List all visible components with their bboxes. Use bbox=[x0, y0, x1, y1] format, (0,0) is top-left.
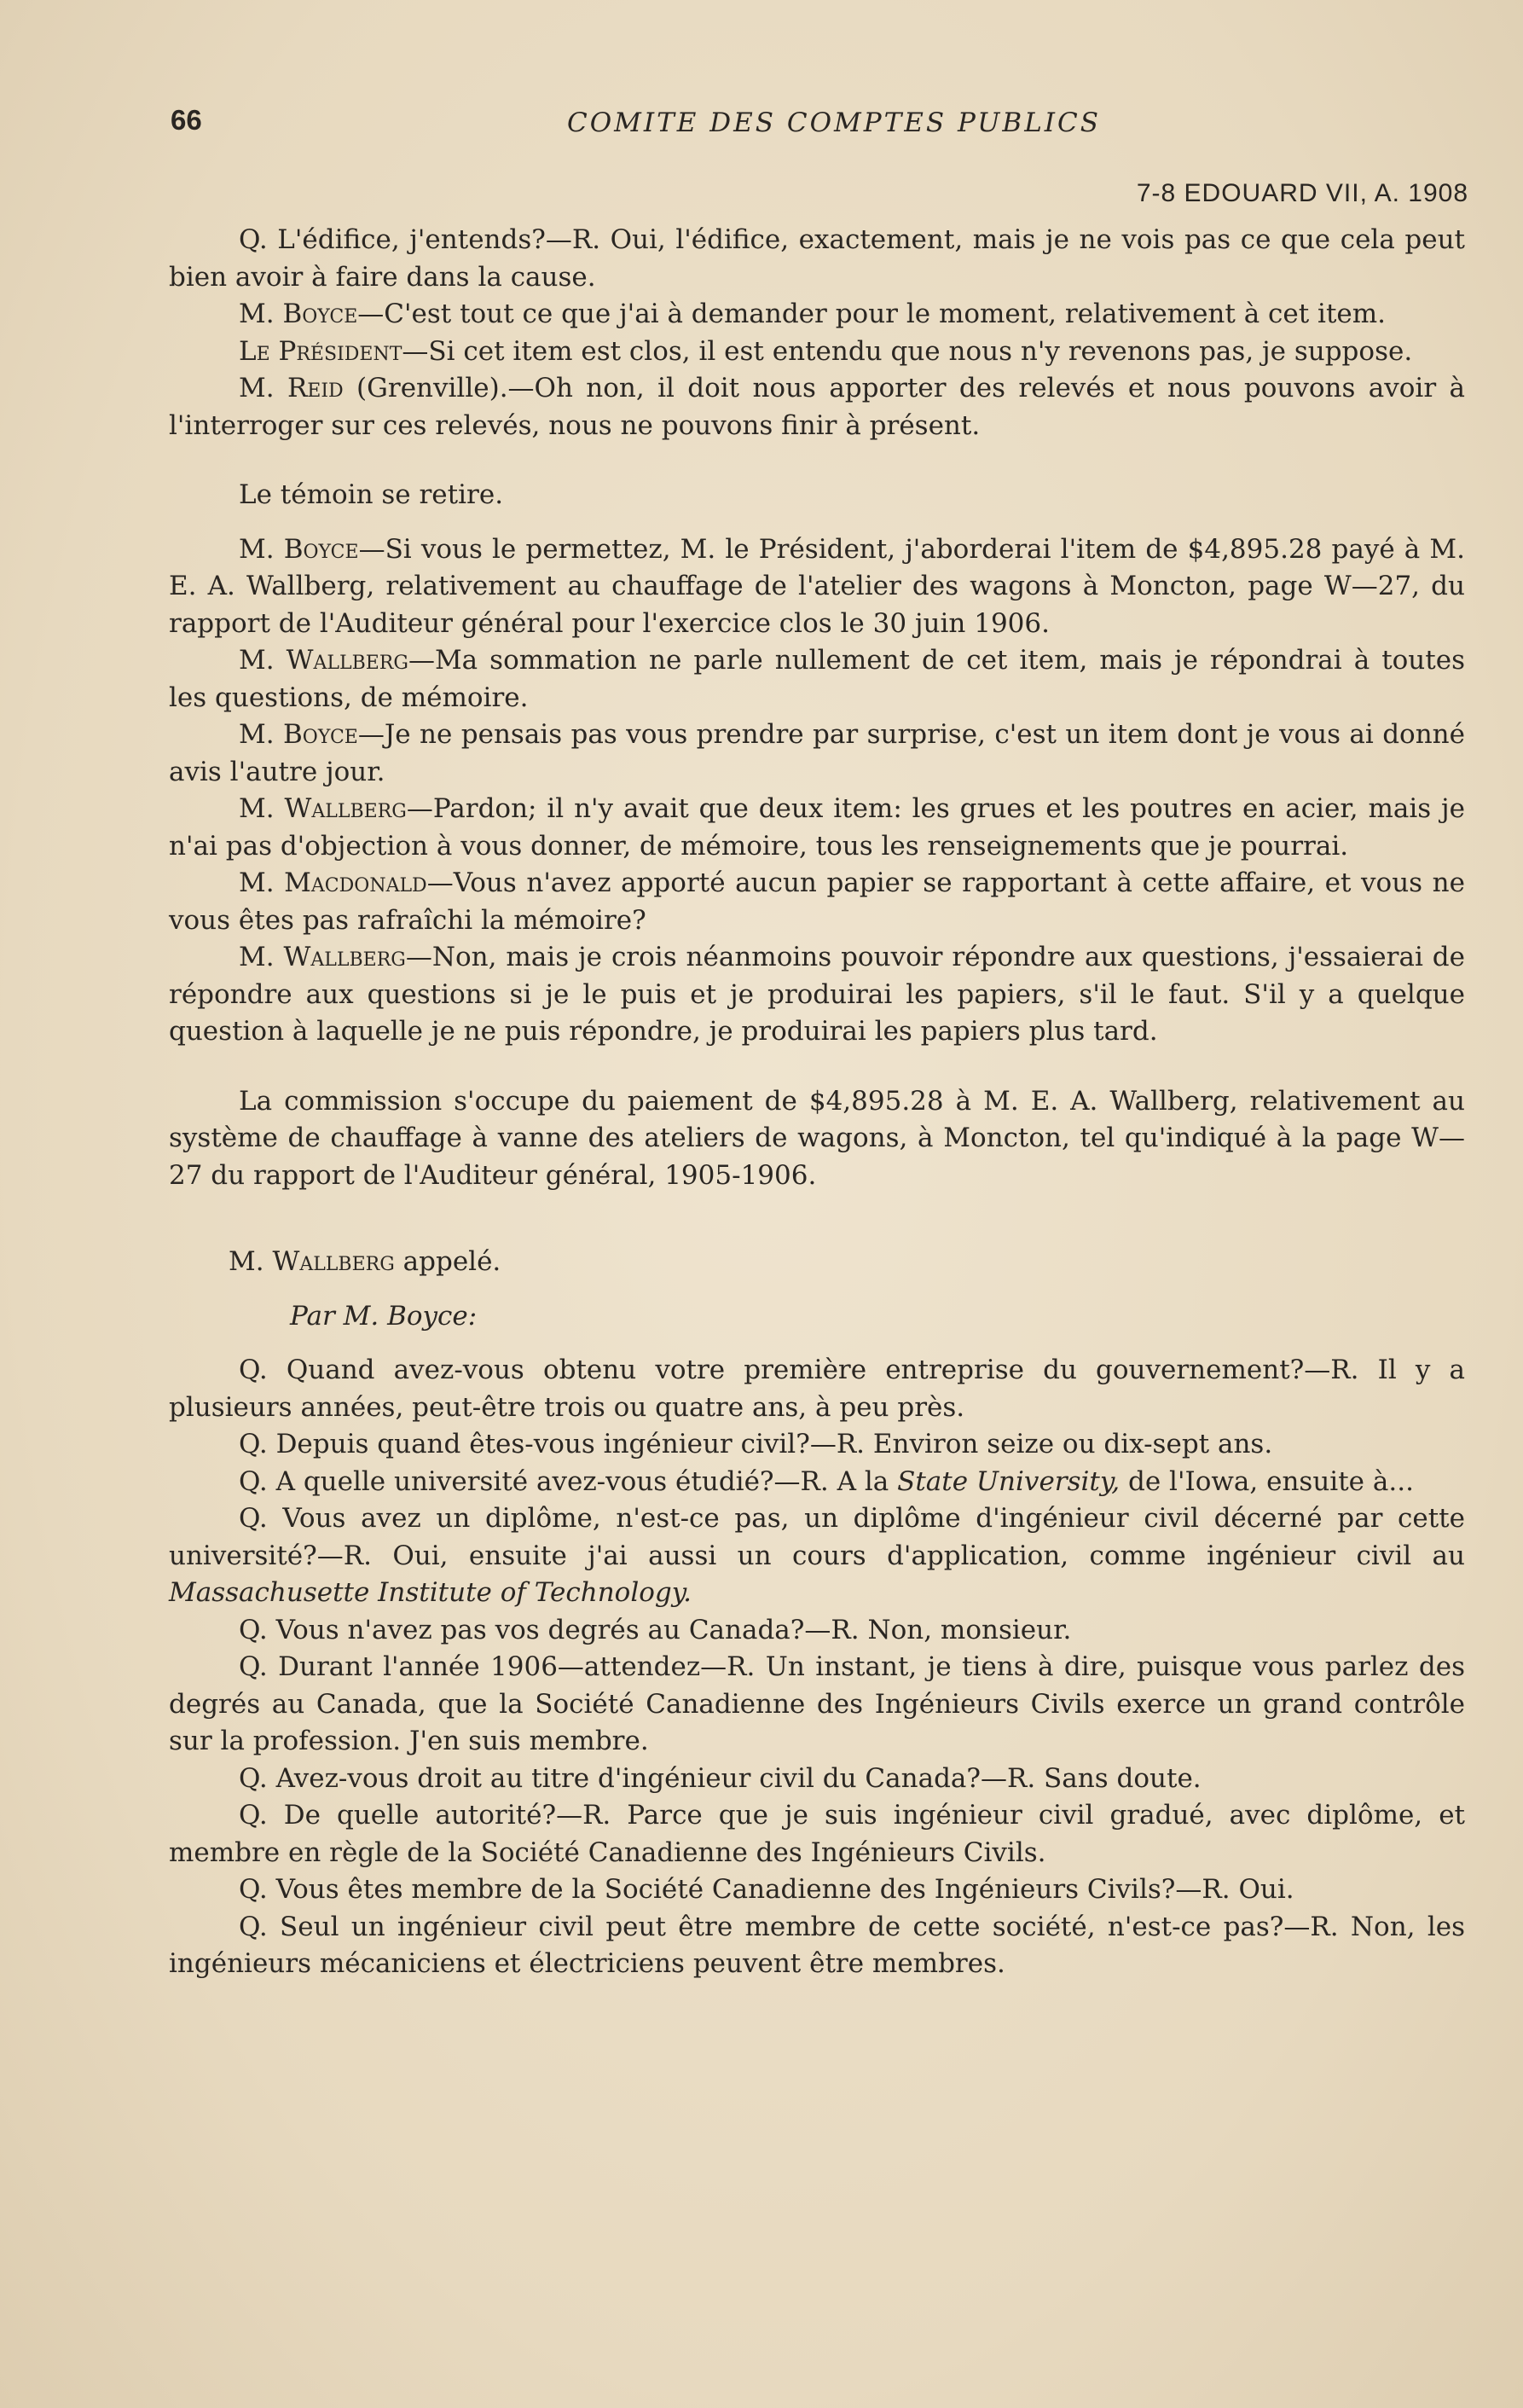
paragraph bbox=[169, 865, 1465, 939]
speaker: M. Wallberg bbox=[239, 942, 406, 972]
paragraph: Q. Vous êtes membre de la Société Canadienne des Ingénieurs Civils?—R. Oui. bbox=[239, 1874, 1294, 1905]
paragraph bbox=[169, 334, 1465, 371]
speaker: M. Reid bbox=[239, 373, 344, 403]
paragraph-text: Q. Vous avez un diplôme, n'est-ce pas, un diplôme d'ingénieur civil décerné par cette université?—R. Oui, ensuite j'ai aussi un cours d'application, comme ingénieur civil au bbox=[169, 1503, 1465, 1571]
speaker: M. Wallberg bbox=[239, 793, 407, 824]
stage-direction: Le témoin se retire. bbox=[239, 479, 504, 510]
paragraph bbox=[169, 939, 1465, 1051]
paragraph: Q. Vous n'avez pas vos degrés au Canada?—R. Non, monsieur. bbox=[239, 1614, 1072, 1645]
speaker: M. Boyce bbox=[239, 719, 358, 750]
paragraph bbox=[169, 791, 1465, 865]
paragraph bbox=[169, 370, 1465, 444]
session-label: 7-8 EDOUARD VII, A. 1908 bbox=[1136, 179, 1468, 207]
speaker: M. Wallberg bbox=[239, 645, 408, 676]
italic-text: State University, bbox=[897, 1465, 1121, 1497]
paragraph-text: de l'Iowa, ensuite à... bbox=[1120, 1465, 1414, 1497]
paragraph-text: —Si vous le permettez, M. le Président, j'aborderai l'item de $4,895.28 payé à M. E. A. Wallberg, relativement au chauffage de l'atelier des wagons à Moncton, page W—27, du rapport de l'Auditeur général pour l'exercice clos le 30 juin 1906. bbox=[169, 533, 1465, 639]
paragraph bbox=[169, 296, 1465, 334]
paragraph bbox=[169, 1500, 1465, 1612]
speaker: Le Président bbox=[239, 335, 402, 367]
paragraph: Q. Depuis quand êtes-vous ingénieur civil?—R. Environ seize ou dix-sept ans. bbox=[239, 1429, 1273, 1459]
paragraph-text: appelé. bbox=[394, 1246, 501, 1277]
italic-text: Massachusette Institute of Technology. bbox=[169, 1577, 692, 1608]
speaker: M. Macdonald bbox=[239, 867, 427, 898]
paragraph-text: —Non, mais je crois néanmoins pouvoir répondre aux questions, j'essaierai de répondre aux questions si je le puis et je produirai les papiers, s'il le faut. S'il y a quelque question à laquelle je ne puis répondre, je produirai les papiers plus tard. bbox=[169, 942, 1465, 1047]
paragraph: Q. Durant l'année 1906—attendez—R. Un instant, je tiens à dire, puisque vous parlez des degrés au Canada, que la Société Canadienne des Ingénieurs Civils exerce un grand contrôle sur la profession. J'en suis membre. bbox=[169, 1651, 1465, 1756]
paragraph: Q. De quelle autorité?—R. Parce que je suis ingénieur civil gradué, avec diplôme, et membre en règle de la Société Canadienne des Ingénieurs Civils. bbox=[169, 1800, 1465, 1868]
examiner-subheading: Par M. Boyce: bbox=[290, 1300, 478, 1332]
paragraph-text: —C'est tout ce que j'ai à demander pour le moment, relativement à cet item. bbox=[357, 299, 1387, 329]
paragraph: Q. Avez-vous droit au titre d'ingénieur civil du Canada?—R. Sans doute. bbox=[239, 1762, 1202, 1794]
paragraph: Q. L'édifice, j'entends?—R. Oui, l'édifice, exactement, mais je ne vois pas ce que cela peut bien avoir à faire dans la cause. bbox=[169, 224, 1465, 293]
paragraph: Q. Seul un ingénieur civil peut être membre de cette société, n'est-ce pas?—R. Non, les ingénieurs mécaniciens et électriciens peuvent être membres. bbox=[169, 1911, 1465, 1979]
paragraph-text: —Pardon; il n'y avait que deux item: les grues et les poutres en acier, mais je n'ai pas d'objection à vous donner, de mémoire, tous les renseignements que je pourrai. bbox=[169, 793, 1465, 862]
paragraph-text: Q. A quelle université avez-vous étudié?—R. A la bbox=[239, 1465, 898, 1497]
paragraph bbox=[169, 531, 1465, 643]
paragraph-text: —Vous n'avez apporté aucun papier se rapportant à cette affaire, et vous ne vous êtes pas rafraîchi la mémoire? bbox=[169, 867, 1465, 936]
paragraph-text: —Je ne pensais pas vous prendre par surprise, c'est un item dont je vous ai donné avis l'autre jour. bbox=[169, 719, 1465, 787]
paragraph: Q. Quand avez-vous obtenu votre première entreprise du gouvernement?—R. Il y a plusieurs années, peut-être trois ou quatre ans, à peu près. bbox=[169, 1355, 1465, 1423]
paragraph bbox=[169, 1464, 1465, 1501]
speaker: M. Boyce bbox=[239, 533, 359, 565]
page-number: 66 bbox=[171, 104, 202, 136]
running-title: COMITE DES COMPTES PUBLICS bbox=[567, 107, 1101, 138]
document-body bbox=[169, 222, 1465, 1983]
speaker: M. Boyce bbox=[239, 299, 358, 329]
paragraph bbox=[169, 642, 1465, 717]
paragraph bbox=[169, 717, 1465, 791]
page-header bbox=[171, 104, 1467, 147]
paragraph-text: (Grenville).—Oh non, il doit nous apporter des relevés et nous pouvons avoir à l'interroger sur ces relevés, nous ne pouvons finir à présent. bbox=[169, 373, 1465, 441]
paragraph: La commission s'occupe du paiement de $4,895.28 à M. E. A. Wallberg, relativement au système de chauffage à vanne des ateliers de wagons, à Moncton, tel qu'indiqué à la page W—27 du rapport de l'Auditeur général, 1905-1906. bbox=[169, 1085, 1465, 1191]
speaker: M. Wallberg bbox=[229, 1246, 395, 1277]
paragraph-text: —Si cet item est clos, il est entendu que nous n'y revenons pas, je suppose. bbox=[402, 335, 1413, 367]
paragraph-text: —Ma sommation ne parle nullement de cet item, mais je répondrai à toutes les questions, de mémoire. bbox=[169, 645, 1465, 713]
witness-called bbox=[169, 1244, 1465, 1281]
